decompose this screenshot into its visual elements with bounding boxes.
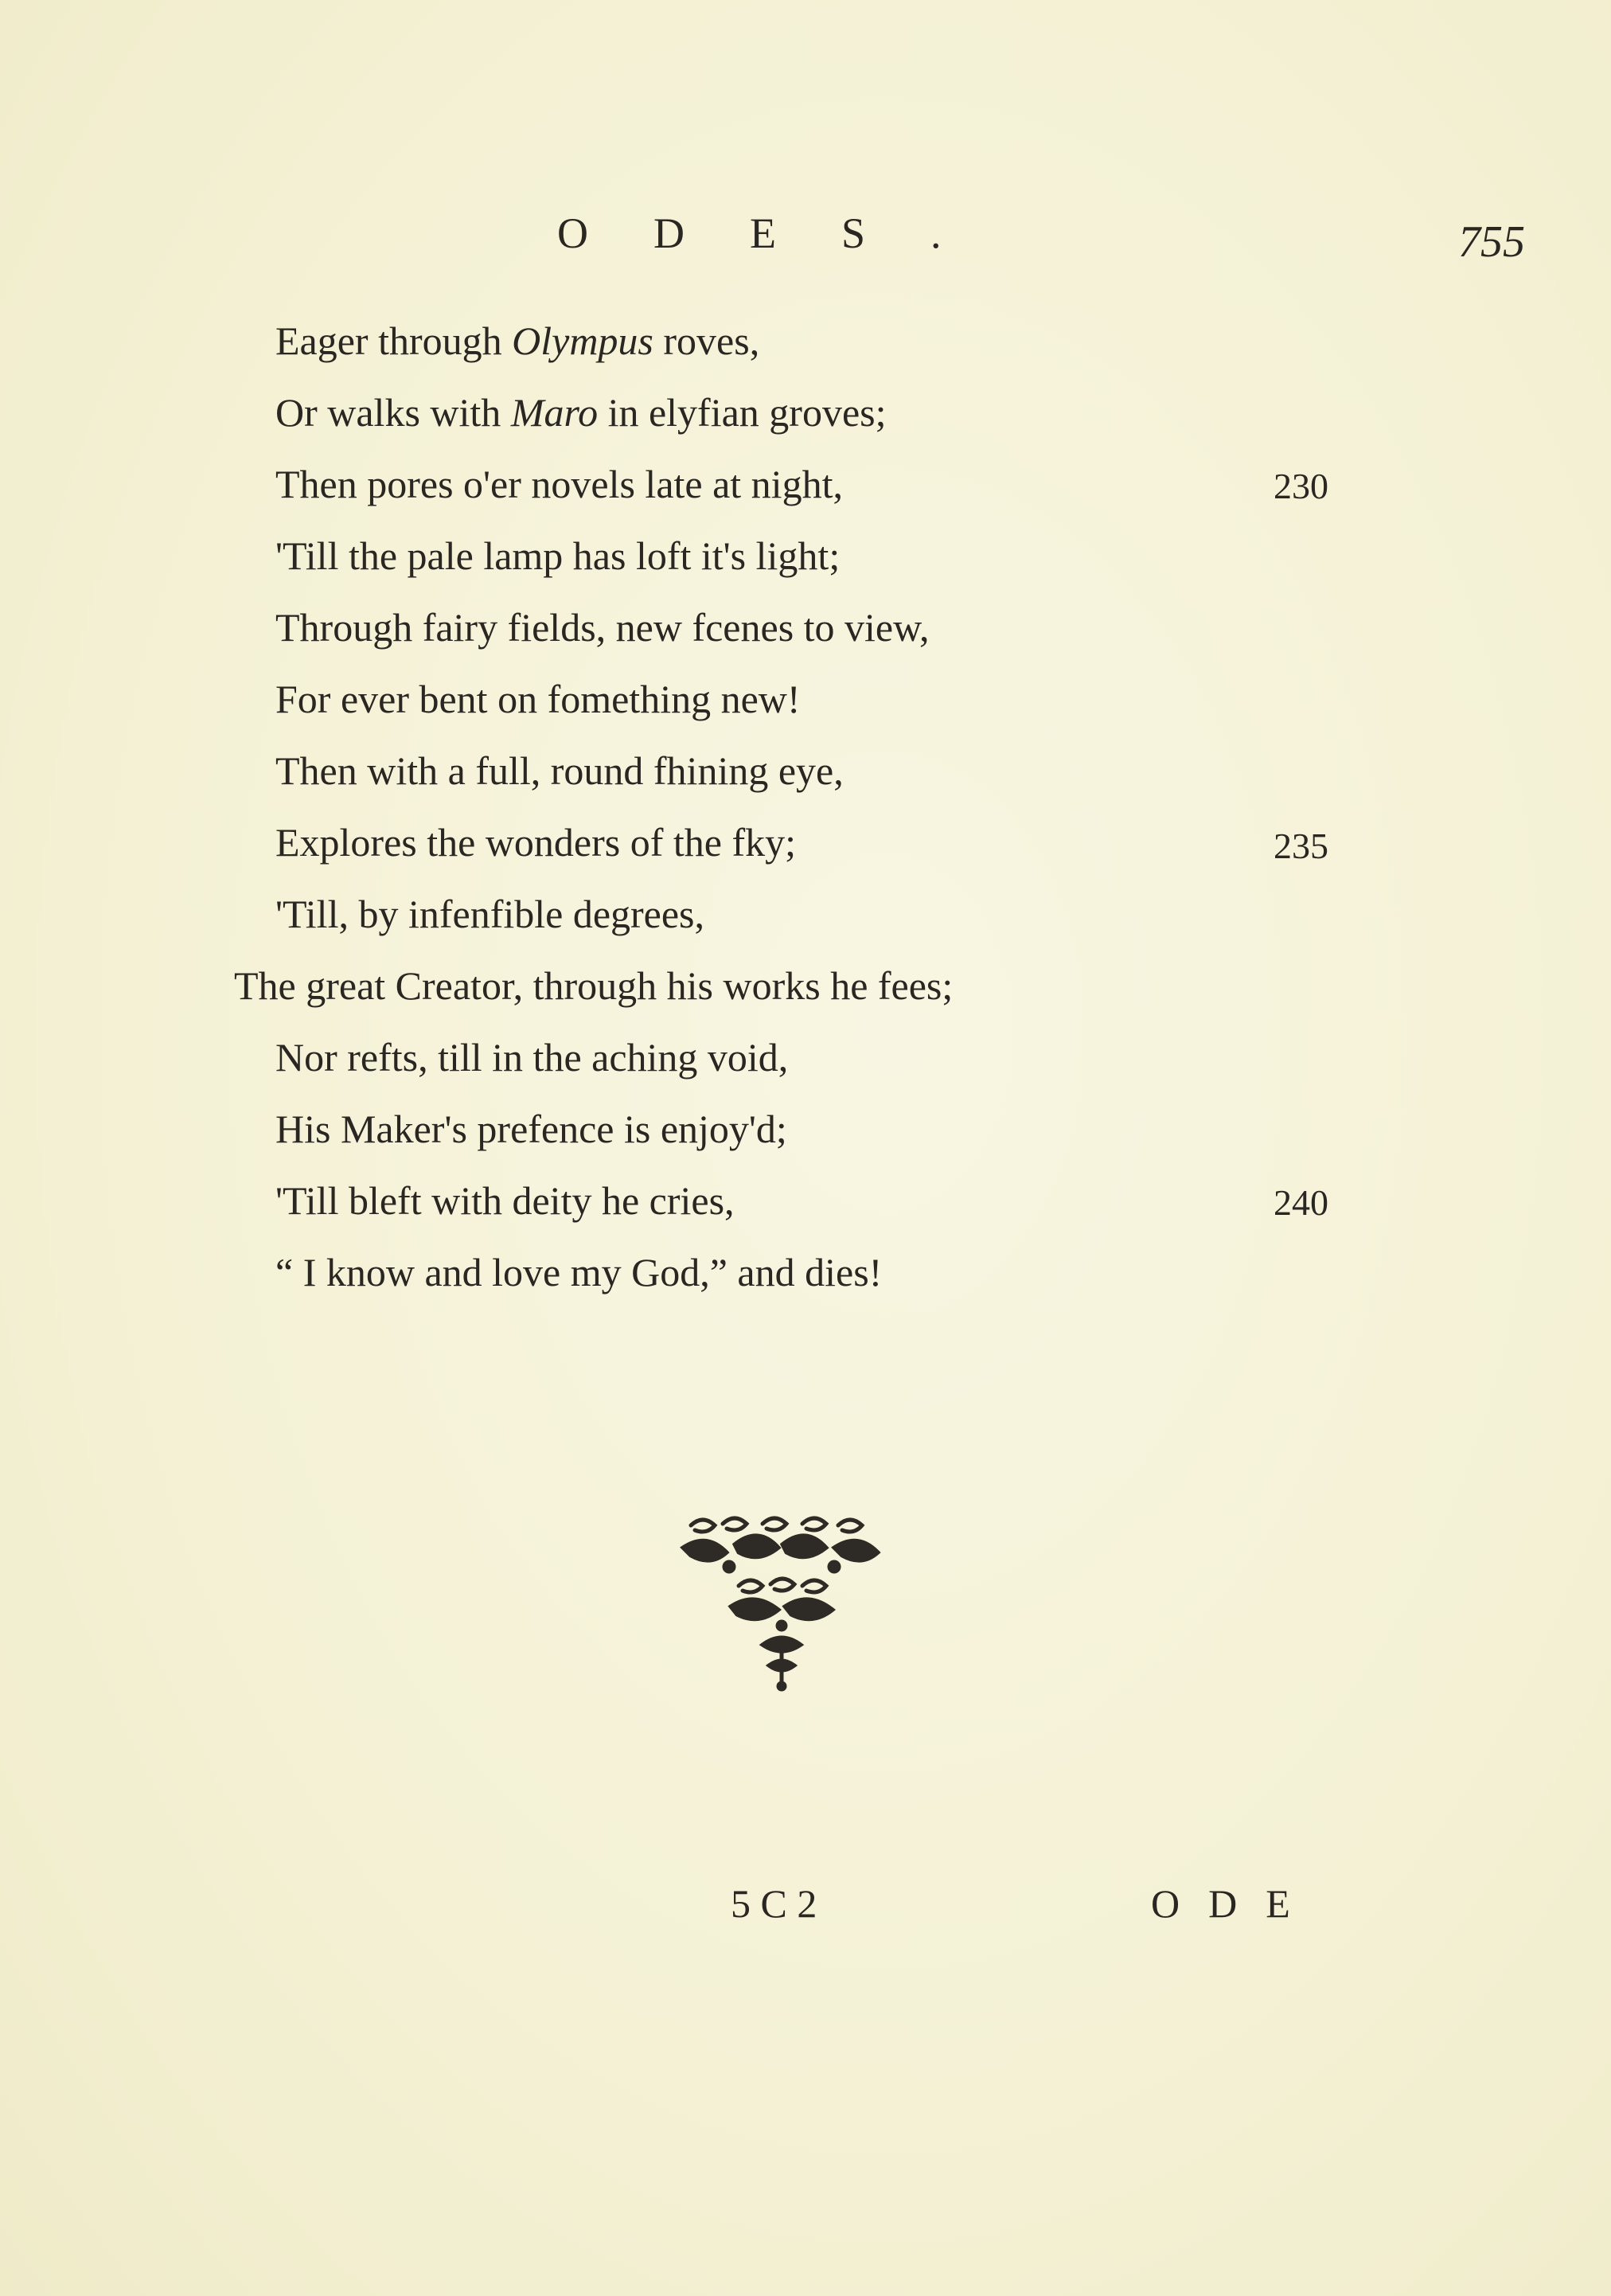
verse-line: Or walks with Maro in elyfian groves; <box>275 390 887 435</box>
verse-line: His Maker's prefence is enjoy'd; <box>275 1107 787 1151</box>
verse-line: Then pores o'er novels late at night, <box>275 462 843 506</box>
verse-line: Explores the wonders of the fky; <box>275 820 797 865</box>
line-number: 235 <box>1274 826 1328 866</box>
verse-line: Through fairy fields, new fcenes to view, <box>275 605 930 650</box>
verse-line: Then with a full, round fhining eye, <box>275 748 844 793</box>
catchword: ODE <box>1151 1881 1319 1926</box>
line-number: 230 <box>1274 466 1328 506</box>
verse-line: 'Till the pale lamp has loft it's light; <box>275 533 841 578</box>
verse-line: For ever bent on fomething new! <box>275 677 801 721</box>
page-number: 755 <box>1458 217 1525 267</box>
line-number: 240 <box>1274 1182 1328 1223</box>
verse-line: 'Till bleft with deity he cries, <box>275 1178 735 1223</box>
verse-line: Nor refts, till in the aching void, <box>275 1035 789 1080</box>
printers-signature-mark: 5 C 2 <box>731 1881 817 1926</box>
verse-line: 'Till, by infenfible degrees, <box>275 892 705 936</box>
verse-line: The great Creator, through his works he fees; <box>234 963 954 1008</box>
verse-line: “ I know and love my God,” and dies! <box>275 1250 883 1294</box>
verse-line: Eager through Olympus roves, <box>275 318 760 363</box>
running-head: ODES. <box>557 209 1007 257</box>
printers-flower-ornament-icon <box>675 1509 890 1693</box>
